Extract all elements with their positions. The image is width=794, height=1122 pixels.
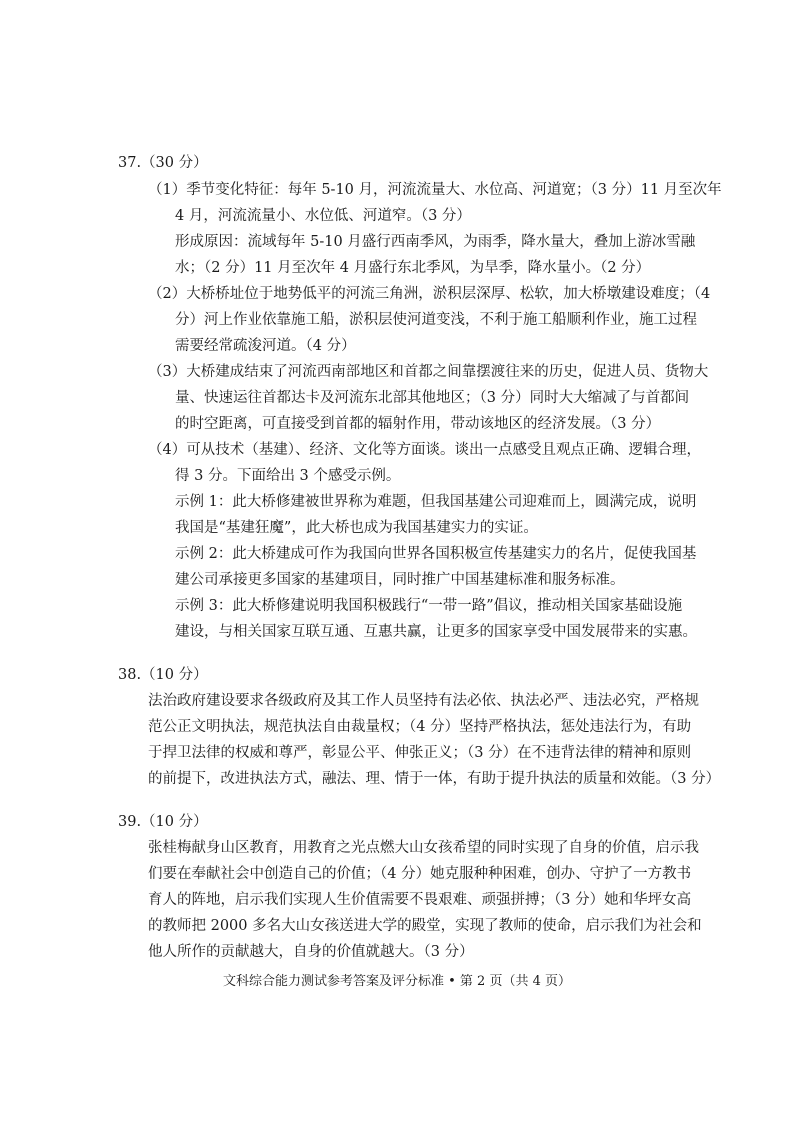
q37-line-18: 建设，与相关国家互联互通、互惠共赢，让更多的国家享受中国发展带来的实惠。 bbox=[175, 624, 697, 640]
q37-line-12: 得 3 分。下面给出 3 个感受示例。 bbox=[175, 468, 401, 484]
q37-line-15: 示例 2：此大桥建成可作为我国向世界各国积极宣传基建实力的名片，促使我国基 bbox=[175, 546, 697, 562]
q37-line-10: 的时空距离，可直接受到首都的辐射作用，带动该地区的经济发展。（3 分） bbox=[175, 416, 661, 432]
q37-line-11: （4）可从技术（基建）、经济、文化等方面谈。谈出一点感受且观点正确、逻辑合理， bbox=[148, 442, 701, 458]
q37-line-8: （3）大桥建成结束了河流西南部地区和首都之间靠摆渡往来的历史，促进人员、货物大 bbox=[148, 364, 709, 380]
q37-line-9: 量、快速运往首都达卡及河流东北部其他地区；（3 分）同时大大缩减了与首都间 bbox=[175, 390, 690, 406]
q37-line-14: 我国是“基建狂魔”，此大桥也成为我国基建实力的实证。 bbox=[175, 520, 538, 536]
q37-line-7: 需要经常疏浚河道。（4 分） bbox=[175, 338, 356, 354]
q38-line-2: 范公正文明执法，规范执法自由裁量权；（4 分）坚持严格执法，惩处违法行为，有助 bbox=[148, 719, 692, 735]
q37-line-16: 建公司承接更多国家的基建项目，同时推广中国基建标准和服务标准。 bbox=[175, 572, 625, 588]
q37-line-2: 4 月，河流流量小、水位低、河道窄。（3 分） bbox=[175, 208, 471, 224]
q39-line-2: 们要在奉献社会中创造自己的价值；（4 分）她克服种种困难，创办、守护了一方教书 bbox=[148, 866, 692, 882]
q37-line-4: 水；（2 分）11 月至次年 4 月盛行东北季风，为旱季，降水量小。（2 分） bbox=[175, 260, 651, 276]
page-footer: 文科综合能力测试参考答案及评分标准 • 第 2 页（共 4 页） bbox=[222, 974, 571, 989]
question-37-heading: 37.（30 分） bbox=[118, 155, 208, 171]
q37-line-17: 示例 3：此大桥修建说明我国积极践行“一带一路”倡议，推动相关国家基础设施 bbox=[175, 598, 683, 614]
question-39-heading: 39.（10 分） bbox=[118, 814, 208, 830]
q38-line-3: 于捍卫法律的权威和尊严，彰显公平、伸张正义；（3 分）在不违背法律的精神和原则 bbox=[148, 745, 692, 761]
q39-line-1: 张桂梅献身山区教育，用教育之光点燃大山女孩希望的同时实现了自身的价值，启示我 bbox=[148, 840, 699, 856]
q38-line-1: 法治政府建设要求各级政府及其工作人员坚持有法必依、执法必严、违法必究，严格规 bbox=[148, 693, 699, 709]
q39-line-4: 的教师把 2000 多名大山女孩送进大学的殿堂，实现了教师的使命，启示我们为社会和 bbox=[148, 918, 702, 934]
q37-line-5: （2）大桥桥址位于地势低平的河流三角洲，淤积层深厚、松软，加大桥墩建设难度；（4 bbox=[148, 286, 711, 302]
q37-line-6: 分）河上作业依靠施工船，淤积层使河道变浅，不利于施工船顺利作业，施工过程 bbox=[175, 312, 697, 328]
q38-line-4: 的前提下，改进执法方式，融法、理、情于一体，有助于提升执法的质量和效能。（3 分） bbox=[148, 771, 721, 787]
q37-line-1: （1）季节变化特征：每年 5-10 月，河流流量大、水位高、河道宽；（3 分）11 月至次年 bbox=[148, 182, 722, 198]
question-38-heading: 38.（10 分） bbox=[118, 667, 208, 683]
q39-line-3: 育人的阵地，启示我们实现人生价值需要不畏艰难、顽强拼搏；（3 分）她和华坪女高 bbox=[148, 892, 692, 908]
q39-line-5: 他人所作的贡献越大，自身的价值就越大。（3 分） bbox=[148, 944, 474, 960]
q37-line-13: 示例 1：此大桥修建被世界称为难题，但我国基建公司迎难而上，圆满完成，说明 bbox=[175, 494, 697, 510]
q37-line-3: 形成原因：流域每年 5-10 月盛行西南季风，为雨季，降水量大，叠加上游冰雪融 bbox=[175, 234, 696, 250]
